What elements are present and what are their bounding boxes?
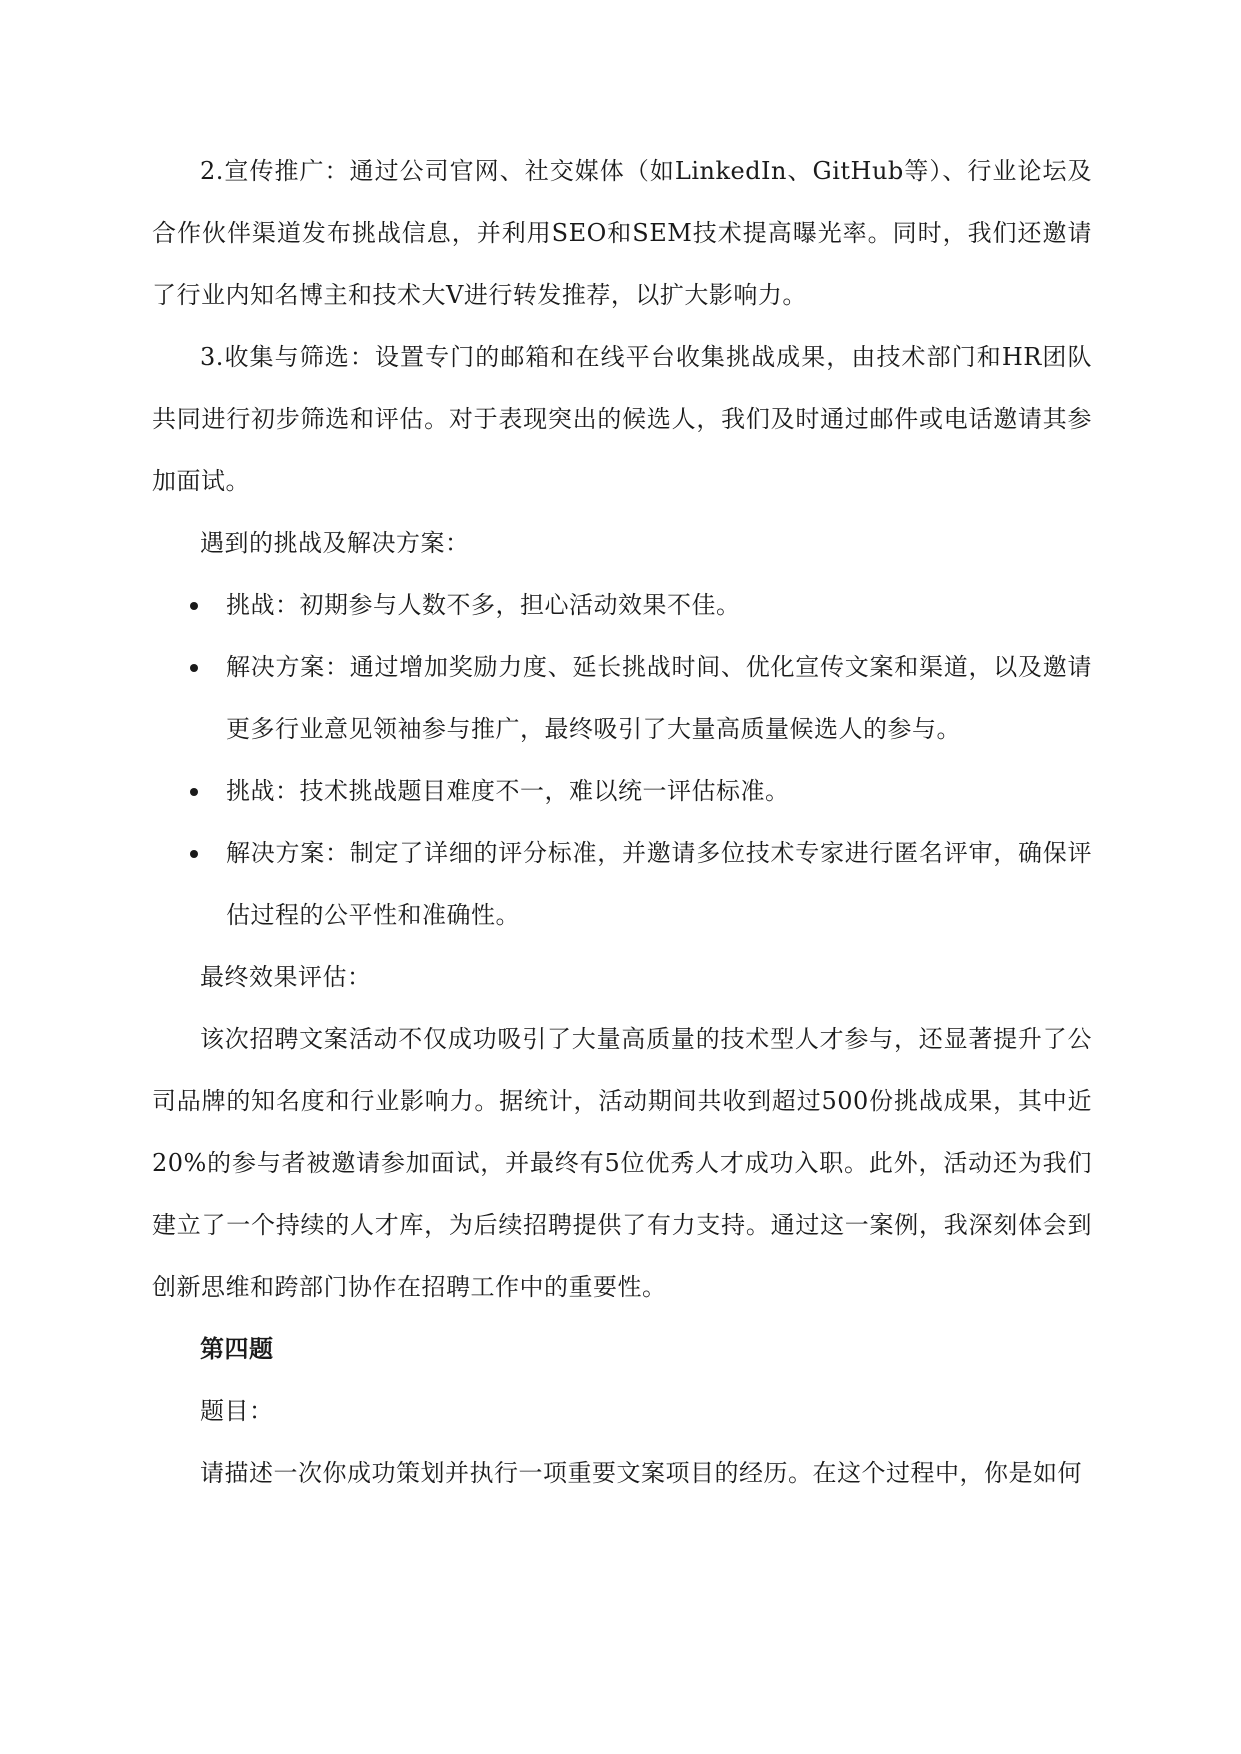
evaluation-label: 最终效果评估： [200,963,372,991]
bullet-icon [190,664,198,672]
paragraph-promotion: 2.宣传推广：通过公司官网、社交媒体（如LinkedIn、GitHub等）、行业论坛及合作伙伴渠道发布挑战信息，并利用SEO和SEM技术提高曝光率。同时，我们还邀请了行业内知名博主和技术大V进行转发推荐，以扩大影响力。 [152,157,1092,309]
list-item-text: 解决方案：通过增加奖励力度、延长挑战时间、优化宣传文案和渠道，以及邀请更多行业意见领袖参与推广，最终吸引了大量高质量候选人的参与。 [226,653,1092,743]
challenge-list [152,574,1092,946]
bullet-icon [190,850,198,858]
section-heading: 第四题 [200,1334,274,1363]
question-label: 题目： [200,1397,274,1425]
bullet-icon [190,788,198,796]
question-text: 请描述一次你成功策划并执行一项重要文案项目的经历。在这个过程中，你是如何 [200,1459,1082,1487]
list-item [152,760,1092,822]
document-body [152,140,1092,1504]
list-item-text: 挑战：初期参与人数不多，担心活动效果不佳。 [226,591,741,619]
list-item [152,574,1092,636]
list-item-text: 解决方案：制定了详细的评分标准，并邀请多位技术专家进行匿名评审，确保评估过程的公平性和准确性。 [226,839,1092,929]
list-item [152,822,1092,946]
paragraph-challenges-label: 遇到的挑战及解决方案： [200,529,470,557]
list-item-text: 挑战：技术挑战题目难度不一，难以统一评估标准。 [226,777,790,805]
evaluation-paragraph: 该次招聘文案活动不仅成功吸引了大量高质量的技术型人才参与，还显著提升了公司品牌的知名度和行业影响力。据统计，活动期间共收到超过500份挑战成果，其中近20%的参与者被邀请参加面试，并最终有5位优秀人才成功入职。此外，活动还为我们建立了一个持续的人才库，为后续招聘提供了有力支持。通过这一案例，我深刻体会到创新思维和跨部门协作在招聘工作中的重要性。 [152,1025,1092,1301]
paragraph-collection: 3.收集与筛选：设置专门的邮箱和在线平台收集挑战成果，由技术部门和HR团队共同进行初步筛选和评估。对于表现突出的候选人，我们及时通过邮件或电话邀请其参加面试。 [152,343,1092,495]
bullet-icon [190,602,198,610]
list-item [152,636,1092,760]
